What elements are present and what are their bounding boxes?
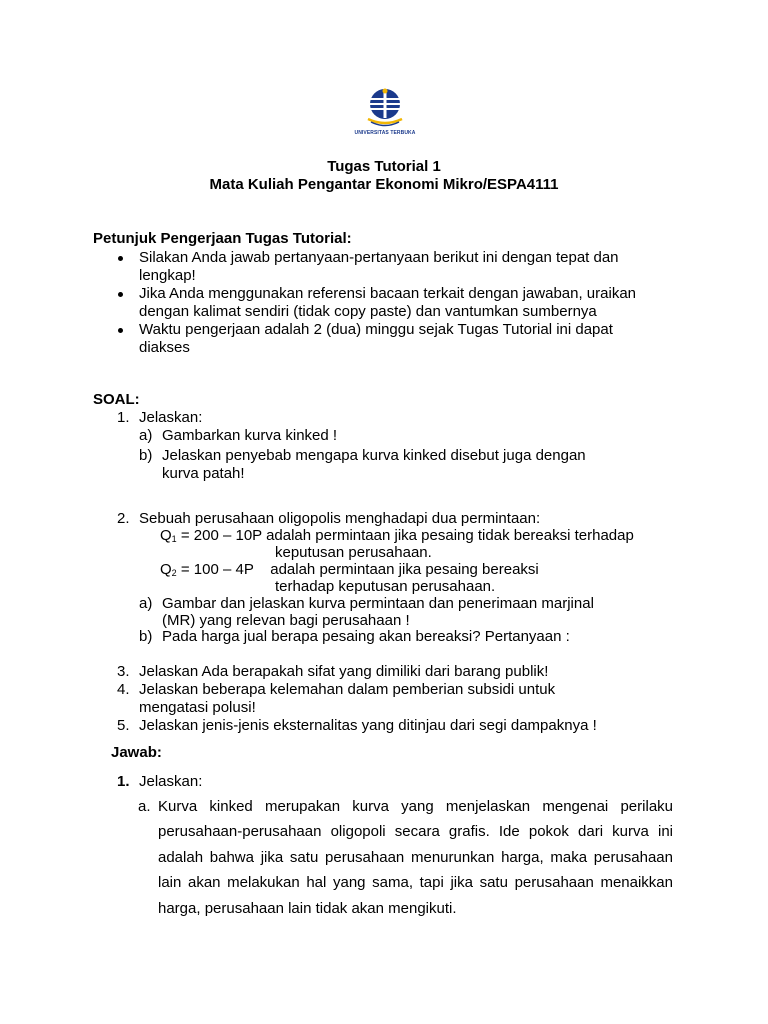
question-5-number: 5. [117, 717, 130, 734]
bullet-icon [118, 328, 123, 333]
answer-1a-line5: harga, perusahaan lain tidak akan mengikuti. [158, 900, 457, 917]
answer-1a-label: a. [138, 798, 151, 815]
question-5-text: Jelaskan jenis-jenis eksternalitas yang ditinjau dari segi dampaknya ! [139, 717, 597, 734]
instruction-item-3-line2: diakses [139, 339, 190, 356]
equation-2-line2: terhadap keputusan perusahaan. [275, 578, 496, 595]
instruction-item-2-line1: Jika Anda menggunakan referensi bacaan terkait dengan jawaban, uraikan [139, 285, 637, 302]
answers-heading: Jawab: [111, 744, 162, 761]
question-4-line1: Jelaskan beberapa kelemahan dalam pemberian subsidi untuk [139, 681, 556, 698]
equation-2 [160, 561, 539, 579]
bullet-icon [118, 256, 123, 261]
answer-1a-line3: adalah bahwa jika satu perusahaan menurunkan harga, maka perusahaan [158, 849, 673, 866]
question-2b-text: Pada harga jual berapa pesaing akan bereaksi? Pertanyaan : [162, 628, 570, 645]
bullet-icon [118, 292, 123, 297]
equation-2-text: = 100 – 4P adalah permintaan jika pesaing bereaksi [176, 561, 539, 578]
instruction-item-2-line2: dengan kalimat sendiri (tidak copy paste) dan vantumkan sumbernya [139, 303, 597, 320]
question-1-number: 1. [117, 409, 130, 426]
instructions-heading: Petunjuk Pengerjaan Tugas Tutorial: [93, 230, 352, 247]
question-3-text: Jelaskan Ada berapakah sifat yang dimiliki dari barang publik! [139, 663, 549, 680]
equation-1-line2: keputusan perusahaan. [275, 544, 432, 561]
question-1b-line2: kurva patah! [162, 465, 245, 482]
question-2b-label: b) [139, 628, 153, 645]
logo-text: UNIVERSITAS TERBUKA [354, 130, 416, 136]
question-4-line2: mengatasi polusi! [139, 699, 256, 716]
document-title: Tugas Tutorial 1 [327, 158, 441, 175]
instruction-item-1-line2: lengkap! [139, 267, 196, 284]
answer-1a-line1: Kurva kinked merupakan kurva yang menjelaskan mengenai perilaku [158, 798, 673, 815]
question-1-text: Jelaskan: [139, 409, 203, 426]
answer-1a-line4: lain akan melakukan hal yang sama, tapi jika satu perusahaan menaikkan [158, 874, 673, 891]
question-2-number: 2. [117, 510, 130, 527]
equation-1-subscript: 1 [171, 534, 177, 544]
instruction-item-3-line1: Waktu pengerjaan adalah 2 (dua) minggu sejak Tugas Tutorial ini dapat [139, 321, 613, 338]
equation-1-symbol: Q [160, 527, 172, 544]
question-1b-label: b) [139, 447, 153, 464]
question-4-number: 4. [117, 681, 130, 698]
document-subtitle: Mata Kuliah Pengantar Ekonomi Mikro/ESPA4111 [209, 176, 559, 193]
equation-1-text: = 200 – 10P adalah permintaan jika pesaing tidak bereaksi terhadap [176, 527, 634, 544]
university-logo-icon [354, 86, 416, 130]
answer-1-number: 1. [117, 773, 130, 790]
equation-2-subscript: 2 [171, 568, 177, 578]
answer-1a-line2: perusahaan-perusahaan oligopoli secara grafis. Ide pokok dari kurva ini [158, 823, 673, 840]
answer-1-text: Jelaskan: [139, 773, 203, 790]
instruction-item-1-line1: Silakan Anda jawab pertanyaan-pertanyaan berikut ini dengan tepat dan [139, 249, 619, 266]
question-1b-line1: Jelaskan penyebab mengapa kurva kinked disebut juga dengan [162, 447, 586, 464]
question-1a-label: a) [139, 427, 153, 444]
question-2a-label: a) [139, 595, 153, 612]
question-2-text: Sebuah perusahaan oligopolis menghadapi dua permintaan: [139, 510, 541, 527]
question-1a-text: Gambarkan kurva kinked ! [162, 427, 338, 444]
equation-2-symbol: Q [160, 561, 172, 578]
equation-1 [160, 527, 634, 545]
university-logo [354, 86, 416, 140]
question-2a-line1: Gambar dan jelaskan kurva permintaan dan penerimaan marjinal [162, 595, 594, 612]
question-3-number: 3. [117, 663, 130, 680]
question-2a-line2: (MR) yang relevan bagi perusahaan ! [162, 612, 410, 629]
questions-heading: SOAL: [93, 391, 140, 408]
